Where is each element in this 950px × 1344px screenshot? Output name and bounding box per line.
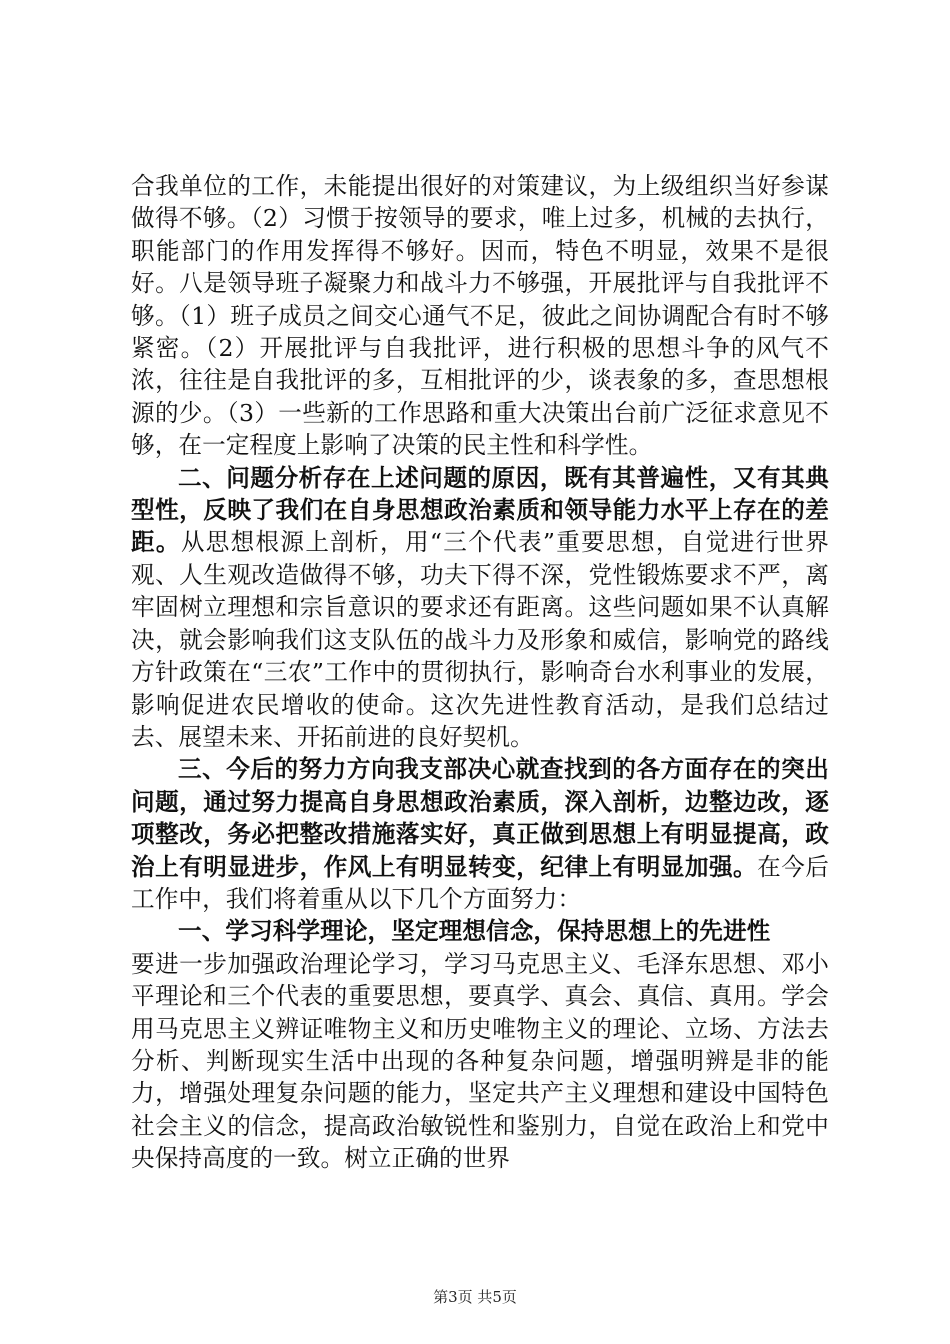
section-heading-problem-analysis: 二、问题分析存在上述问题的原因，既有其普遍性，又有其典型性，反映了我们在自身思想政治素质和领导能力水平上存在的差距。 [131,463,829,557]
section-heading-study-theory: 一、学习科学理论，坚定理想信念，保持思想上的先进性 [178,917,771,946]
document-body [131,170,829,1175]
page-footer [0,1288,950,1306]
paragraph-text: 要进一步加强政治理论学习，学习马克思主义、毛泽东思想、邓小平理论和三个代表的重要思想，要真学、真会、真信、真用。学会用马克思主义辨证唯物主义和历史唯物主义的理论、立场、方法去分析、判断现实生活中出现的各种复杂问题，增强明辨是非的能力，增强处理复杂问题的能力，坚定共产主义理想和建设中国特色社会主义的信念，提高政治敏锐性和鉴别力，自觉在政治上和党中央保持高度的一致。树立正确的世界 [131,949,829,1173]
page-number-label: 第3页 共5页 [433,1288,517,1306]
paragraph-text: 在今后工作中，我们将着重从以下几个方面努力： [131,852,829,913]
paragraph-study-theory [131,915,829,1174]
section-heading-future-direction: 三、今后的努力方向我支部决心就查找到的各方面存在的突出问题，通过努力提高自身思想政治素质，深入剖析，边整边改，逐项整改，务必把整改措施落实好，真正做到思想上有明显提高，政治上有明显进步，作风上有明显转变，纪律上有明显加强。 [131,755,829,881]
paragraph-text: 从思想根源上剖析，用“三个代表”重要思想，自觉进行世界观、人生观改造做得不够，功夫下得不深，党性锻炼要求不严，离牢固树立理想和宗旨意识的要求还有距离。这些问题如果不认真解决，就会影响我们这支队伍的战斗力及形象和威信，影响党的路线方针政策在“三农”工作中的贯彻执行，影响奇台水利事业的发展，影响促进农民增收的使命。这次先进性教育活动，是我们总结过去、展望未来、开拓前进的良好契机。 [131,528,829,751]
paragraph-text: 合我单位的工作，未能提出很好的对策建议，为上级组织当好参谋做得不够。（2）习惯于按领导的要求，唯上过多，机械的去执行，职能部门的作用发挥得不够好。因而，特色不明显，效果不是很好。八是领导班子凝聚力和战斗力不够强，开展批评与自我批评不够。（1）班子成员之间交心通气不足，彼此之间协调配合有时不够紧密。（2）开展批评与自我批评，进行积极的思想斗争的风气不浓，往往是自我批评的多，互相批评的少，谈表象的多，查思想根源的少。（3）一些新的工作思路和重大决策出台前广泛征求意见不够，在一定程度上影响了决策的民主性和科学性。 [131,172,829,460]
paragraph-leadership-issues [131,170,829,462]
paragraph-future-direction [131,753,829,915]
paragraph-problem-analysis [131,462,829,754]
